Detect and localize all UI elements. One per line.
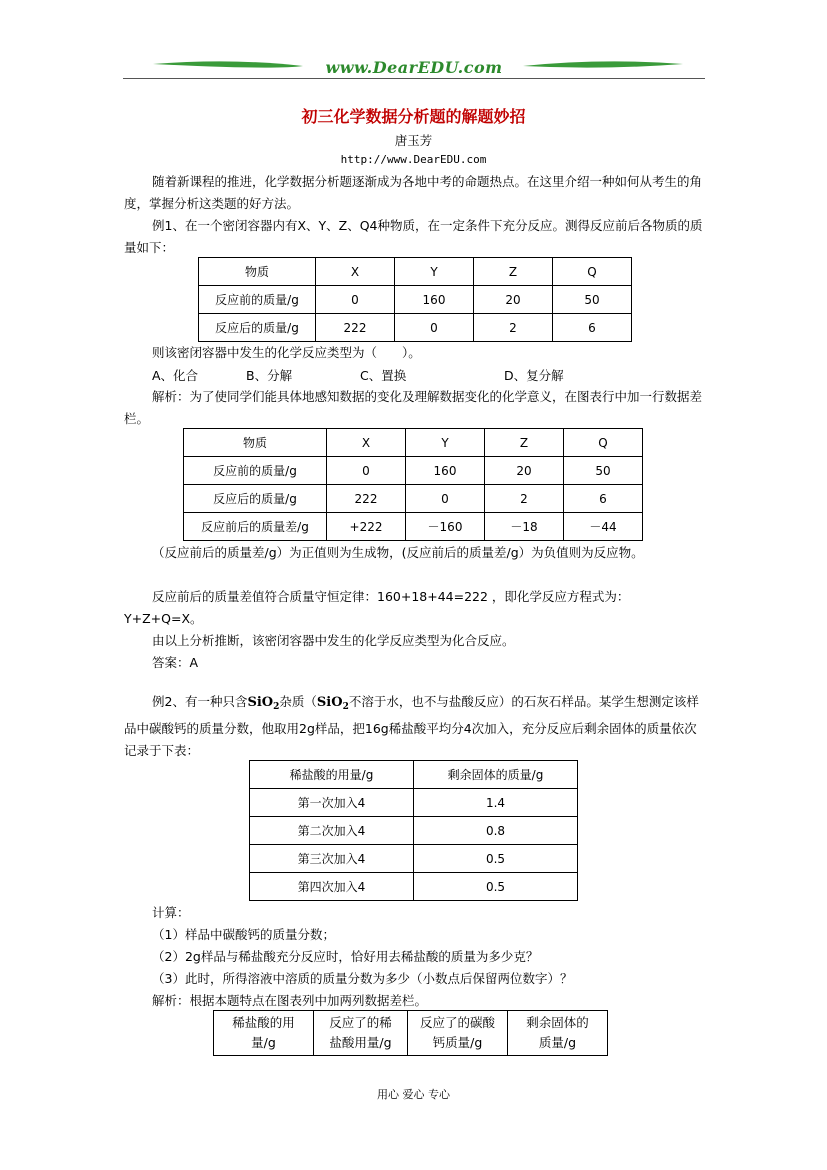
table-cell: －160 — [406, 513, 485, 541]
table-cell: 稀盐酸的用量/g — [250, 761, 414, 789]
page-footer: 用心 爱心 专心 — [377, 1088, 450, 1101]
table-cell: X — [327, 429, 406, 457]
example1-question: 例1、在一个密闭容器内有X、Y、Z、Q4种物质，在一定条件下充分反应。测得反应前后各物质的质量如下： — [124, 218, 703, 255]
cell-line: 剩余固体的 — [526, 1015, 589, 1030]
table-cell: 0.5 — [414, 873, 578, 901]
example1-table — [198, 257, 632, 342]
table-cell: 1.4 — [414, 789, 578, 817]
table-cell: 0 — [316, 286, 395, 314]
option-b: B、分解 — [246, 368, 293, 383]
cell-line: 反应了的碳酸 — [419, 1015, 495, 1030]
cell-line: 稀盐酸的用 — [232, 1015, 295, 1030]
table-cell: 20 — [474, 286, 553, 314]
table-cell: 0.8 — [414, 817, 578, 845]
formula-subscript: 2 — [273, 702, 280, 712]
table-cell: 第一次加入4 — [250, 789, 414, 817]
table-cell: Y — [395, 258, 474, 286]
table-row — [184, 513, 643, 541]
table-cell: 0 — [406, 485, 485, 513]
table-cell: +222 — [327, 513, 406, 541]
example1-law: 反应前后的质量差值符合质量守恒定律：160+18+44=222 ，即化学反应方程式为：Y+Z+Q=X。 — [124, 589, 630, 626]
table-row — [250, 873, 578, 901]
table-cell: 物质 — [199, 258, 316, 286]
table-cell — [408, 1011, 508, 1056]
table-cell: 0 — [395, 314, 474, 342]
example1-diff-table — [183, 428, 643, 541]
table-cell: 20 — [485, 457, 564, 485]
formula-subscript: 2 — [342, 702, 349, 712]
example1-conclusion: 由以上分析推断，该密闭容器中发生的化学反应类型为化合反应。 — [152, 633, 515, 648]
intro-paragraph: 随着新课程的推进，化学数据分析题逐渐成为各地中考的命题热点。在这里介绍一种如何从考生的角度，掌握分析这类题的好方法。 — [124, 174, 703, 211]
example1-ask: 则该密闭容器中发生的化学反应类型为（ ）。 — [152, 345, 421, 360]
table-row — [250, 761, 578, 789]
example2-q3: （3）此时，所得溶液中溶质的质量分数为多少（小数点后保留两位数字）？ — [152, 971, 573, 986]
table-cell: 6 — [553, 314, 632, 342]
table-row — [184, 485, 643, 513]
source-url: http://www.DearEDU.com — [340, 153, 487, 166]
table-cell: 0.5 — [414, 845, 578, 873]
example2-question — [124, 691, 706, 762]
formula-sio2 — [247, 695, 279, 710]
table-cell: 反应后的质量/g — [199, 314, 316, 342]
cell-line: 量/g — [251, 1035, 276, 1050]
table-cell: 第四次加入4 — [250, 873, 414, 901]
formula-text: SiO — [316, 695, 343, 710]
table-cell: Y — [406, 429, 485, 457]
table-row — [184, 457, 643, 485]
page-title: 初三化学数据分析题的解题妙招 — [301, 107, 526, 126]
table-cell: 50 — [564, 457, 643, 485]
table-cell: X — [316, 258, 395, 286]
table-cell: 222 — [327, 485, 406, 513]
option-c: C、置换 — [360, 368, 407, 383]
formula-text: SiO — [247, 695, 274, 710]
table-cell: 第二次加入4 — [250, 817, 414, 845]
text-span: 例2、有一种只含 — [152, 694, 248, 709]
example2-q2: （2）2g样品与稀盐酸充分反应时，恰好用去稀盐酸的质量为多少克？ — [152, 949, 539, 964]
example1-answer: 答案：A — [152, 655, 199, 670]
example1-note: （反应前后的质量差/g）为正值则为生成物，(反应前后的质量差/g）为负值则为反应物。 — [152, 545, 644, 560]
table-cell: Z — [485, 429, 564, 457]
table-row — [199, 258, 632, 286]
table-cell: 剩余固体的质量/g — [414, 761, 578, 789]
option-d: D、复分解 — [504, 368, 564, 383]
example2-table — [249, 760, 578, 901]
example2-q1: （1）样品中碳酸钙的质量分数； — [152, 927, 335, 942]
table-row — [199, 314, 632, 342]
example1-analysis: 解析：为了使同学们能具体地感知数据的变化及理解数据变化的化学意义，在图表行中加一行数据差栏。 — [124, 389, 703, 426]
table-cell: 2 — [474, 314, 553, 342]
table-cell: 160 — [406, 457, 485, 485]
table-cell: Q — [553, 258, 632, 286]
table-row — [184, 429, 643, 457]
table-cell: 2 — [485, 485, 564, 513]
site-name: www.DearEDU.com — [325, 58, 503, 77]
table-cell — [508, 1011, 608, 1056]
table-cell: 160 — [395, 286, 474, 314]
table-cell: 反应前的质量/g — [184, 457, 327, 485]
text-span: 杂质（ — [279, 694, 317, 709]
table-cell: 222 — [316, 314, 395, 342]
table-cell: 反应前的质量/g — [199, 286, 316, 314]
table-cell — [314, 1011, 408, 1056]
cell-line: 盐酸用量/g — [329, 1035, 392, 1050]
table-row — [250, 845, 578, 873]
option-a: A、化合 — [152, 368, 199, 383]
table-cell: 物质 — [184, 429, 327, 457]
table-cell: －18 — [485, 513, 564, 541]
cell-line: 反应了的稀 — [329, 1015, 392, 1030]
table-row — [250, 789, 578, 817]
table-cell: 第三次加入4 — [250, 845, 414, 873]
table-cell: 6 — [564, 485, 643, 513]
cell-line: 钙质量/g — [432, 1035, 483, 1050]
table-row — [250, 817, 578, 845]
formula-sio2 — [317, 695, 349, 710]
header-divider — [123, 78, 705, 79]
text-span: 不溶于水，也不与盐酸反应）的石灰石样品。某学生想测定该样品中碳酸钙的质量分数，他取用2g样品，把16g稀盐酸平均分4次加入，充分反应后剩余固体的质量依次记录于下表： — [124, 694, 699, 758]
table-cell: 反应后的质量/g — [184, 485, 327, 513]
table-row — [214, 1011, 608, 1056]
table-cell: Q — [564, 429, 643, 457]
cell-line: 质量/g — [538, 1035, 577, 1050]
example2-calc: 计算： — [152, 905, 190, 920]
table-cell: 反应前后的质量差/g — [184, 513, 327, 541]
author: 唐玉芳 — [394, 133, 433, 148]
table-row — [199, 286, 632, 314]
example2-diff-table — [213, 1010, 608, 1056]
table-cell: －44 — [564, 513, 643, 541]
example2-analysis: 解析：根据本题特点在图表列中加两列数据差栏。 — [152, 993, 428, 1008]
table-cell: Z — [474, 258, 553, 286]
table-cell: 0 — [327, 457, 406, 485]
table-cell — [214, 1011, 314, 1056]
table-cell: 50 — [553, 286, 632, 314]
